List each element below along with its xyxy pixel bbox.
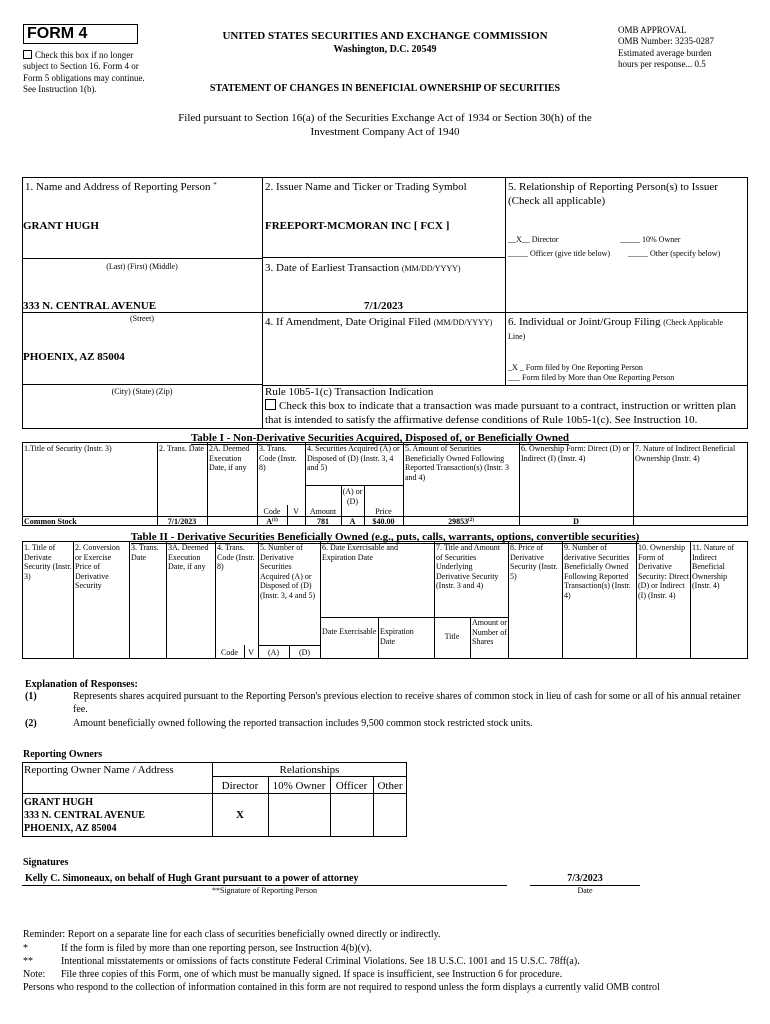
t2-h5: 5. Number of Derivative Securities Acquired (A) or Disposed of (D) (Instr. 3, 4 and 5)	[260, 543, 316, 600]
street-label: (Street)	[130, 314, 154, 323]
other-check: _____ Other (specify below)	[628, 249, 721, 258]
ten-pct-check: _____ 10% Owner	[620, 235, 681, 244]
t1-h7: 7. Nature of Indirect Beneficial Ownership (Instr. 4)	[635, 444, 736, 463]
reminder-mark-3: Note:	[23, 969, 46, 980]
issuer-name: FREEPORT-MCMORAN INC [ FCX ]	[265, 220, 450, 232]
t2-h10: 10. Ownership Form of Derivative Security: Direct (D) or Indirect (I) (Instr. 4)	[638, 543, 689, 600]
joint-option-1: _X _ Form filed by One Reporting Person	[508, 363, 643, 372]
officer-check: _____ Officer (give title below)	[508, 249, 611, 258]
t1-sub-price: Price	[375, 507, 392, 516]
fn1-text: Represents shares acquired pursuant to the Reporting Person's previous election to receive shares of common stock in lieu of cash for some or all of his annual retainer fee.	[73, 691, 741, 715]
t2-sub-d: (D)	[298, 648, 311, 657]
joint-option-2: ___ Form filed by More than One Reporting Person	[508, 373, 675, 382]
t2-h6: 6. Date Exercisable and Expiration Date	[322, 543, 398, 562]
t1-row-aord: A	[349, 517, 356, 526]
joint-filing-label: 6. Individual or Joint/Group Filing (Check Applicable Line)	[508, 316, 723, 342]
fn1-mark: (1)	[25, 691, 37, 702]
t1-h1: 1.Title of Security (Instr. 3)	[24, 444, 112, 453]
city-address: PHOENIX, AZ 85004	[23, 351, 125, 363]
no-longer-subject-check[interactable]: Check this box if no longer subject to Section 16. Form 4 or Form 5 obligations may continue. See Instruction 1(b).	[23, 50, 145, 94]
t2-h1: 1. Title of Derivate Security (Instr. 3)	[24, 543, 72, 581]
t1-row-title: Common Stock	[24, 517, 77, 526]
fn2-text: Amount beneficially owned following the reported transaction includes 9,500 common stock restricted stock units.	[73, 718, 533, 729]
table2-title: Table II - Derivative Securities Beneficially Owned (e.g., puts, calls, warrants, options, convertible securities)	[130, 531, 640, 543]
director-check: __X__ Director	[508, 235, 559, 244]
t2-sub-code: Code	[221, 648, 238, 657]
signature-date: 7/3/2023	[567, 873, 603, 884]
earliest-date-label: 3. Date of Earliest Transaction (MM/DD/YYYY)	[265, 262, 461, 274]
t2-sub-title: Title	[444, 632, 460, 641]
amendment-label: 4. If Amendment, Date Original Filed (MM/DD/YYYY)	[265, 316, 493, 328]
form-title-box	[23, 24, 138, 44]
t1-row-date: 7/1/2023	[167, 517, 197, 526]
checkbox-icon[interactable]	[23, 50, 32, 59]
t1-sub-code: Code	[263, 507, 281, 516]
t2-h11: 11. Nature of Indirect Beneficial Ownership (Instr. 4)	[692, 543, 735, 591]
reminder-mark-2: **	[23, 956, 33, 967]
filed-pursuant: Filed pursuant to Section 16(a) of the Securities Exchange Act of 1934 or Section 30(h) of the Investment Company Act of 1940	[178, 112, 592, 139]
owner-director-mark: X	[236, 809, 244, 821]
omb-approval: OMB APPROVAL OMB Number: 3235-0287 Estimated average burden hours per response... 0.5	[618, 25, 714, 69]
reminder-line: Reminder: Report on a separate line for each class of securities beneficially owned directly or indirectly.	[23, 929, 441, 940]
owners-col-rel: Relationships	[279, 764, 340, 776]
signatures-heading: Signatures	[23, 857, 69, 868]
owners-col-dir: Director	[221, 780, 259, 792]
city-label: (City) (State) (Zip)	[111, 387, 173, 396]
t2-h7: 7. Title and Amount of Securities Underlying Derivative Security (Instr. 3 and 4)	[436, 543, 501, 591]
owners-col-name: Reporting Owner Name / Address	[24, 764, 174, 776]
owner-address: GRANT HUGH 333 N. CENTRAL AVENUE PHOENIX, AZ 85004	[24, 797, 145, 834]
t2-sub-exp: Expiration Date	[380, 627, 414, 646]
t1-sub-aord: (A) or (D)	[342, 487, 363, 506]
t1-h2a: 2A. Deemed Execution Date, if any	[209, 444, 250, 473]
reminder-text-3: File three copies of this Form, one of which must be manually signed. If space is insufficient, see Instruction 6 for procedure.	[61, 969, 563, 980]
relationship-label: 5. Relationship of Reporting Person(s) to Issuer (Check all applicable)	[508, 181, 718, 208]
signature-date-label: Date	[577, 886, 593, 895]
t1-row-form: D	[573, 517, 579, 526]
street-address: 333 N. CENTRAL AVENUE	[23, 300, 157, 312]
t2-sub-date-ex: Date Exercisable	[322, 627, 377, 636]
agency-location: Washington, D.C. 20549	[333, 44, 437, 55]
owners-col-off: Officer	[335, 780, 368, 792]
reminder-text-1: If the form is filed by more than one reporting person, see Instruction 4(b)(v).	[61, 943, 372, 954]
owners-heading: Reporting Owners	[23, 749, 103, 760]
t1-h4: 4. Securities Acquired (A) or Disposed of (D) (Instr. 3, 4 and 5)	[307, 444, 400, 473]
reminder-mark-1: *	[23, 943, 28, 954]
t1-h5: 5. Amount of Securities Beneficially Owned Following Reported Transaction(s) (Instr. 3 and 4)	[405, 444, 509, 482]
t2-h3: 3. Trans. Date	[131, 543, 159, 562]
name-parts-label: (Last) (First) (Middle)	[106, 262, 178, 271]
t2-sub-amount: Amount or Number of Shares	[472, 618, 507, 647]
t1-row-code: $A^{(1)}$	[266, 517, 278, 526]
t1-h6: 6. Ownership Form: Direct (D) or Indirect (I) (Instr. 4)	[521, 444, 630, 463]
t2-sub-v: V	[248, 648, 254, 657]
t1-h2: 2. Trans. Date	[159, 444, 204, 453]
issuer-label: 2. Issuer Name and Ticker or Trading Symbol	[265, 181, 467, 193]
explanation-heading: Explanation of Responses:	[25, 679, 138, 690]
rule-label: Rule 10b5-1(c) Transaction Indication	[265, 386, 434, 398]
t1-h3: 3. Trans. Code (Instr. 8)	[259, 444, 297, 473]
t2-sub-a: (A)	[267, 648, 280, 657]
checkbox-icon[interactable]	[265, 399, 276, 410]
t2-h4: 4. Trans. Code (Instr. 8)	[217, 543, 255, 572]
signature-label: **Signature of Reporting Person	[211, 886, 318, 895]
t2-h8: 8. Price of Derivative Security (Instr. 5)	[510, 543, 558, 581]
t2-h9: 9. Number of derivative Securities Beneficially Owned Following Reported Transaction(s) (Instr. 4)	[564, 543, 631, 600]
reporting-person-label: 1. Name and Address of Reporting Person *	[25, 181, 217, 193]
fn2-mark: (2)	[25, 718, 37, 729]
t1-row-price: $40.00	[372, 517, 395, 526]
reminder-line-omb: Persons who respond to the collection of information contained in this form are not required to respond unless the form displays a currently valid OMB control	[23, 982, 660, 993]
t1-sub-v: V	[293, 507, 299, 516]
t1-row-amount: 781	[317, 517, 329, 526]
form-title: FORM 4	[27, 25, 88, 42]
rule-check[interactable]: Check this box to indicate that a transaction was made pursuant to a contract, instruction or written plan that is intended to satisfy the affirmative defense conditions of Rule 10b5-1(c). See Instruction 10.	[265, 400, 736, 426]
earliest-date: 7/1/2023	[363, 300, 404, 312]
table1-title: Table I - Non-Derivative Securities Acquired, Disposed of, or Beneficially Owned	[190, 432, 570, 444]
t1-row-owned: 29853$^{(2)}$	[448, 517, 474, 526]
agency-name: UNITED STATES SECURITIES AND EXCHANGE COMMISSION	[222, 30, 548, 42]
statement-title: STATEMENT OF CHANGES IN BENEFICIAL OWNERSHIP OF SECURITIES	[209, 83, 561, 94]
owners-col-ten: 10% Owner	[272, 780, 326, 792]
reminder-text-2: Intentional misstatements or omissions of facts constitute Federal Criminal Violations. See 18 U.S.C. 1001 and 15 U.S.C. 78ff(a).	[61, 956, 580, 967]
signer-name: Kelly C. Simoneaux, on behalf of Hugh Grant pursuant to a power of attorney	[25, 873, 359, 884]
reporting-person-name: GRANT HUGH	[23, 220, 99, 232]
t2-h3a: 3A. Deemed Execution Date, if any	[168, 543, 209, 572]
owners-col-oth: Other	[377, 780, 403, 792]
t1-sub-amount: Amount	[309, 507, 337, 516]
t2-h2: 2. Conversion or Exercise Price of Derivative Security	[75, 543, 120, 591]
